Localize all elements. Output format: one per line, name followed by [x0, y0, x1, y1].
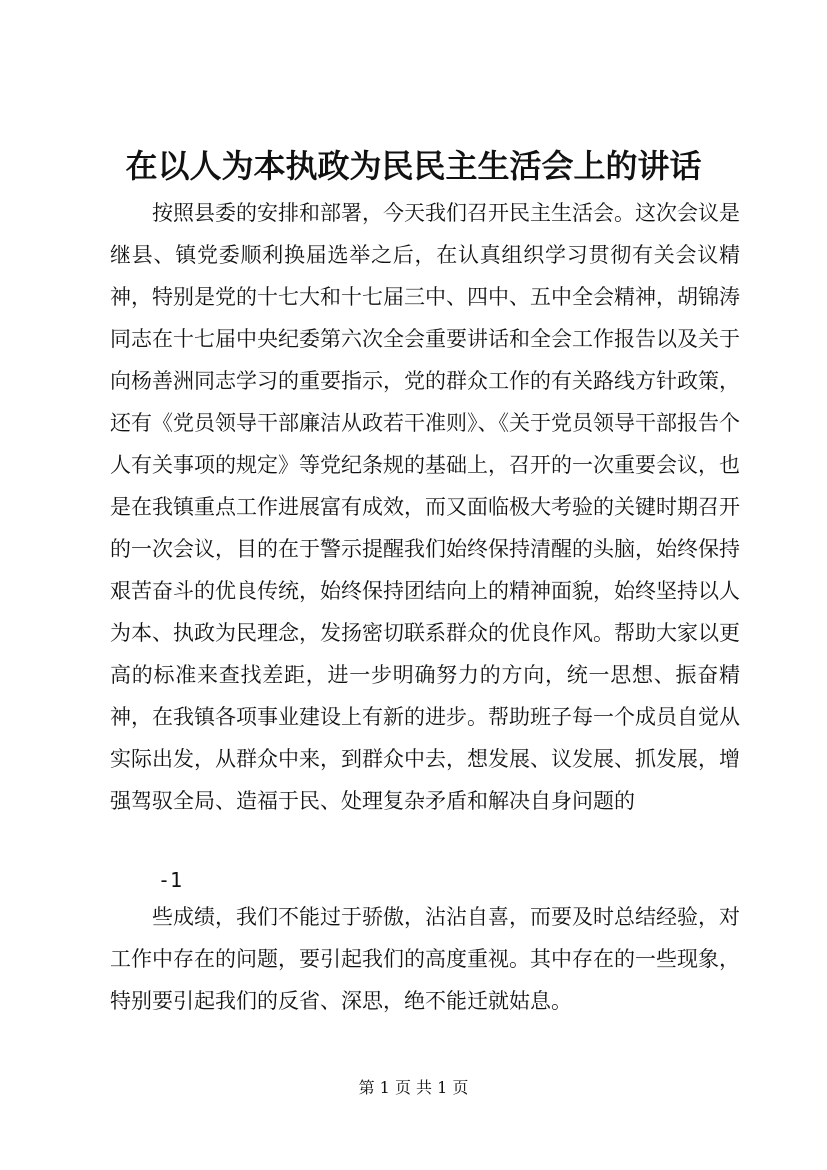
- page-footer: 第 1 页 共 1 页: [358, 1078, 469, 1097]
- body-paragraph-2: 些成绩，我们不能过于骄傲，沾沾自喜，而要及时总结经验，对工作中存在的问题，要引起我们的高度重视。其中存在的一些现象，特别要引起我们的反省、深思，绝不能迁就姑息。: [110, 905, 740, 1013]
- document-title: 在以人为本执政为民民主生活会上的讲话: [125, 147, 702, 185]
- page-break-marker: -1: [158, 868, 183, 892]
- body-paragraph-1: 按照县委的安排和部署，今天我们召开民主生活会。这次会议是继县、镇党委顺利换届选举之后，在认真组织学习贯彻有关会议精神，特别是党的十七大和十七届三中、四中、五中全会精神，胡锦涛同志在十七届中央纪委第六次全会重要讲话和全会工作报告以及关于向杨善洲同志学习的重要指示，党的群众工作的有关路线方针政策，还有《党员领导干部廉洁从政若干准则》、《关于党员领导干部报告个人有关事项的规定》等党纪条规的基础上，召开的一次重要会议，也是在我镇重点工作进展富有成效，而又面临极大考验的关键时期召开的一次会议，目的在于警示提醒我们始终保持清醒的头脑，始终保持艰苦奋斗的优良传统，始终保持团结向上的精神面貌，始终坚持以人为本、执政为民理念，发扬密切联系群众的优良作风。帮助大家以更高的标准来查找差距，进一步明确努力的方向，统一思想、振奋精神，在我镇各项事业建设上有新的进步。帮助班子每一个成员自觉从实际出发，从群众中来，到群众中去，想发展、议发展、抓发展，增强驾驭全局、造福于民、处理复杂矛盾和解决自身问题的: [110, 201, 740, 813]
